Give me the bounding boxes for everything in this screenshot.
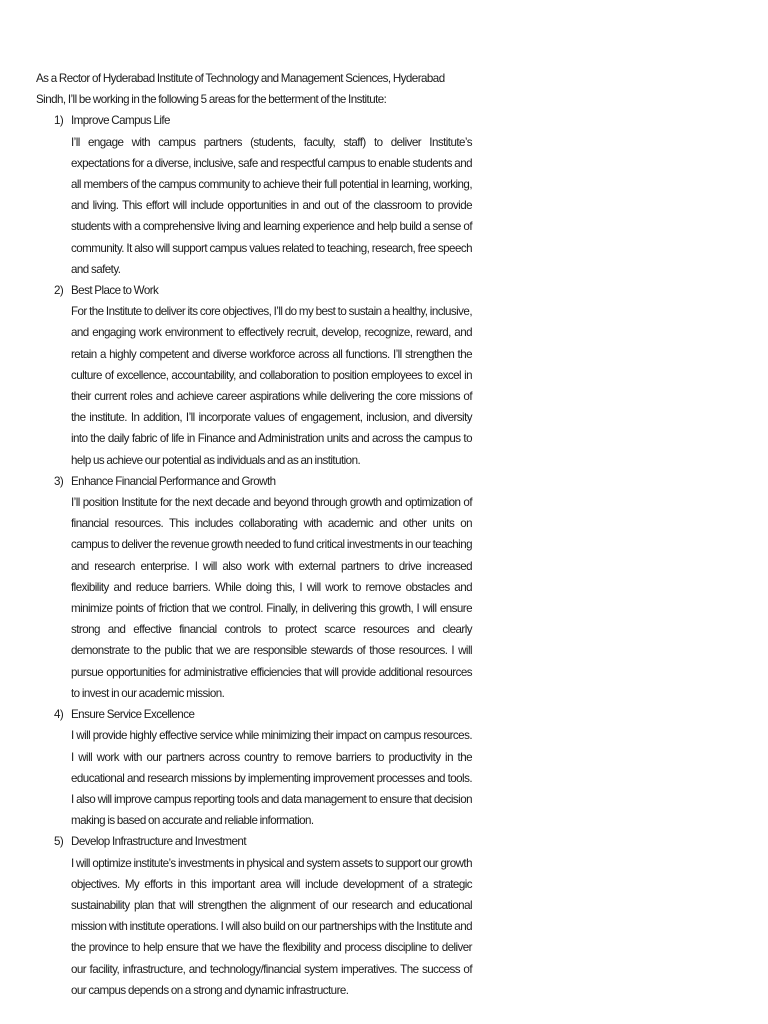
area-heading [54, 110, 472, 131]
area-number: 5) [54, 835, 64, 849]
area-title: Develop Infrastructure and Investment [71, 835, 247, 849]
area-item-5 [36, 831, 472, 1001]
document-page [36, 68, 472, 1001]
area-title: Ensure Service Excellence [71, 708, 195, 722]
area-item-2 [36, 280, 472, 471]
area-number: 4) [54, 708, 64, 722]
area-number: 2) [54, 284, 64, 298]
area-body: I will provide highly effective service while minimizing their impact on campus resources. I will work with our partners across country to remove barriers to productivity in the educational and research missions by implementing improvement processes and tools. I also will improve campus reporting tools and data management to ensure that decision making is based on accurate and reliable information. [71, 729, 472, 828]
area-title: Best Place to Work [71, 284, 159, 298]
area-body: I’ll engage with campus partners (students, faculty, staff) to deliver Institute’s expectations for a diverse, inclusive, safe and respectful campus to enable students and all members of the campus community to achieve their full potential in learning, working, and living. This effort will include opportunities in and out of the classroom to provide students with a comprehensive living and learning experience and help build a sense of community. It also will support campus values related to teaching, research, free speech and safety. [71, 135, 472, 276]
area-heading [54, 831, 472, 852]
area-heading [54, 471, 472, 492]
area-title: Enhance Financial Performance and Growth [71, 474, 276, 488]
area-body: I’ll position Institute for the next decade and beyond through growth and optimization of financial resources. This includes collaborating with academic and other units on campus to deliver the revenue growth needed to fund critical investments in our teaching and research enterprise. I will also work with external partners to drive increased flexibility and reduce barriers. While doing this, I will work to remove obstacles and minimize points of friction that we control. Finally, in delivering this growth, I will ensure strong and effective financial controls to protect scarce resources and clearly demonstrate to the public that we are responsible stewards of those resources. I will pursue opportunities for administrative efficiencies that will provide additional resources to invest in our academic mission. [71, 496, 472, 700]
area-title: Improve Campus Life [71, 114, 170, 128]
area-number: 1) [54, 114, 64, 128]
area-heading [54, 280, 472, 301]
area-body: For the Institute to deliver its core objectives, I’ll do my best to sustain a healthy, inclusive, and engaging work environment to effectively recruit, develop, recognize, reward, and retain a highly competent and diverse workforce across all functions. I’ll strengthen the culture of excellence, accountability, and collaboration to position employees to excel in their current roles and achieve career aspirations while delivering the core missions of the institute. In addition, I’ll incorporate values of engagement, inclusion, and diversity into the daily fabric of life in Finance and Administration units and across the campus to help us achieve our potential as individuals and as an institution. [71, 305, 472, 467]
area-body: I will optimize institute’s investments in physical and system assets to support our growth objectives. My efforts in this important area will include development of a strategic sustainability plan that will strengthen the alignment of our research and educational mission with institute operations. I will also build on our partnerships with the Institute and the province to help ensure that we have the flexibility and process discipline to deliver our facility, infrastructure, and technology/financial system imperatives. The success of our campus depends on a strong and dynamic infrastructure. [71, 856, 472, 997]
area-number: 3) [54, 474, 64, 488]
area-item-3 [36, 471, 472, 704]
area-heading [54, 704, 472, 725]
area-item-1 [36, 110, 472, 280]
areas-list [36, 110, 472, 1001]
area-item-4 [36, 704, 472, 831]
intro-paragraph: As a Rector of Hyderabad Institute of Technology and Management Sciences, Hyderabad Sindh, I’ll be working in the following 5 areas for the betterment of the Institute: [36, 72, 445, 107]
